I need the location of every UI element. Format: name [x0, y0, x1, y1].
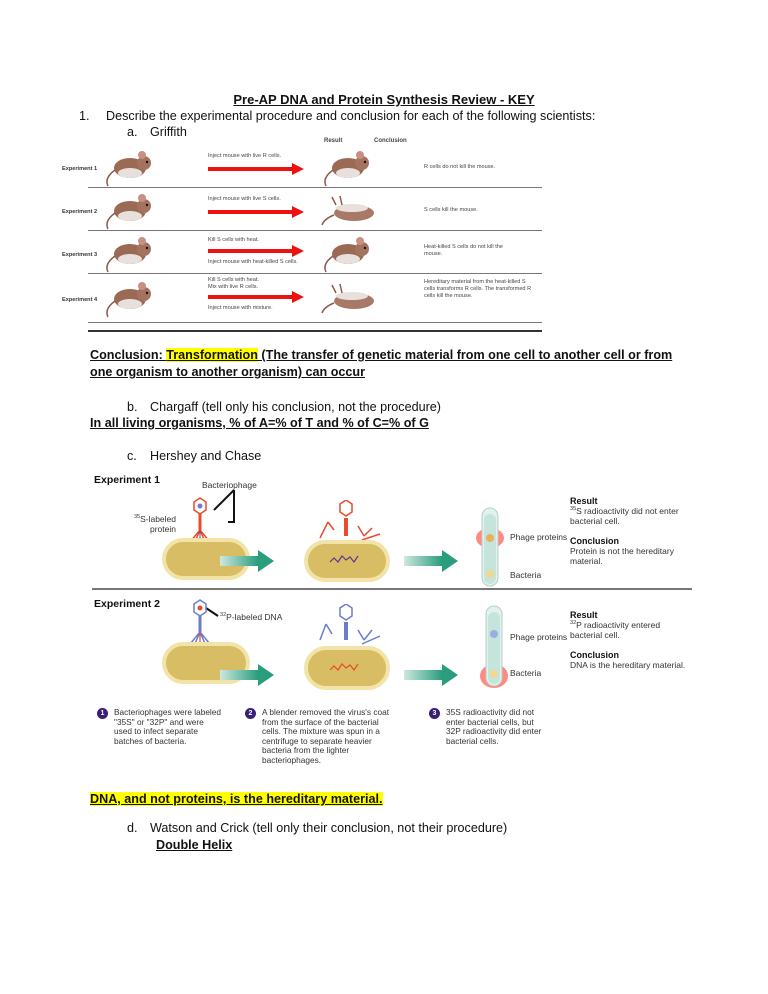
- step-text: Inject mouse with mixture.: [208, 305, 273, 311]
- question-1: [79, 109, 595, 123]
- dead-mouse-icon: [320, 193, 380, 229]
- question-number: 1.: [79, 109, 90, 123]
- red-arrow-icon: [208, 248, 304, 254]
- step-number-badge: 3: [429, 708, 440, 719]
- experiment-conclusion: R cells do not kill the mouse.: [424, 164, 496, 170]
- question-text: Describe the experimental procedure and conclusion for each of the following scientists:: [106, 109, 596, 123]
- chargaff-answer: In all living organisms, % of A=% of T and % of C=% of G: [90, 416, 429, 430]
- step-3: [432, 707, 546, 746]
- centrifuge-tube-bottom-glow-icon: [476, 604, 516, 694]
- row-divider: [88, 187, 542, 189]
- row-divider: [88, 322, 542, 324]
- step-text: Inject mouse with live R cells.: [208, 153, 282, 159]
- griffith-experiment-figure: [58, 138, 542, 334]
- live-mouse-icon: [102, 234, 152, 274]
- live-mouse-icon: [102, 279, 152, 319]
- step-text: Inject mouse with live S cells.: [208, 196, 281, 202]
- result-header: Result: [324, 138, 343, 144]
- subquestion-watson-crick: [127, 821, 507, 835]
- step-text: Kill S cells with heat.: [208, 237, 259, 243]
- step-text: A blender removed the virus's coat from the surface of the bacterial cells. The mixture was spun in a centrifuge to separate heavier bacteria from the lighter bacteriophages.: [262, 707, 390, 765]
- live-mouse-icon: [102, 148, 152, 188]
- experiment-2-conclusion: Conclusion DNA is the hereditary material.: [570, 650, 686, 670]
- hershey-chase-answer: [90, 792, 383, 806]
- griffith-row-1: [58, 146, 542, 188]
- conclusion-header: Conclusion: [374, 138, 407, 144]
- experiment-conclusion: S cells kill the mouse.: [424, 207, 478, 213]
- subquestion-chargaff: [127, 400, 441, 414]
- teal-arrow-icon: [404, 664, 460, 686]
- experiment-conclusion: Hereditary material from the heat-killed S cells transforms R cells. The transformed R cells kill the mouse.: [424, 279, 532, 299]
- step-2: [248, 707, 392, 766]
- conclusion-prefix: Conclusion:: [90, 348, 167, 362]
- subquestion-hershey-chase: [127, 449, 261, 463]
- phage-proteins-label: Phage proteins: [510, 532, 568, 542]
- subquestion-label: d.: [127, 821, 138, 835]
- subquestion-label: b.: [127, 400, 138, 414]
- step-number-badge: 1: [97, 708, 108, 719]
- subquestion-name: Hershey and Chase: [150, 449, 262, 463]
- step-text: 35S radioactivity did not enter bacterial cells, but 32P radioactivity did enter bacterial cells.: [446, 707, 542, 746]
- conclusion-keyword: Transformation: [166, 348, 258, 362]
- s-labeled-protein-label: $^{35}$S-labeled protein: [133, 514, 176, 534]
- live-mouse-icon: [102, 191, 152, 231]
- p-labeled-dna-label: $^{32}$P-labeled DNA: [220, 612, 283, 622]
- bacteria-label: Bacteria: [510, 570, 542, 580]
- bacteria-label: Bacteria: [510, 668, 542, 678]
- red-arrow-icon: [208, 209, 304, 215]
- infected-cell-dna-icon: [302, 604, 394, 696]
- subquestion-name: Griffith: [150, 125, 187, 139]
- highlighted-answer: DNA, and not proteins, is the hereditary material.: [90, 792, 383, 806]
- bacteriophage-label: Bacteriophage: [202, 480, 257, 490]
- red-arrow-icon: [208, 294, 304, 300]
- phage-proteins-label: Phage proteins: [510, 632, 568, 642]
- experiment-label: Experiment 3: [62, 252, 98, 258]
- subquestion-label: c.: [127, 449, 137, 463]
- dead-mouse-icon: [320, 281, 380, 317]
- teal-arrow-icon: [404, 550, 460, 572]
- step-1: [100, 707, 224, 746]
- conclusion-text: (The transfer of genetic material from one cell to another cell or from one organism to another organism) can occur: [90, 348, 673, 379]
- step-text: Bacteriophages were labeled "35S" or "32P" and were used to infect separate batches of bacteria.: [114, 707, 222, 746]
- experiment-conclusion: Heat-killed S cells do not kill the mouse.: [424, 244, 503, 257]
- teal-arrow-icon: [220, 550, 276, 572]
- row-divider: [88, 230, 542, 232]
- document-title: Pre-AP DNA and Protein Synthesis Review - KEY: [233, 92, 535, 107]
- watson-crick-answer: Double Helix: [156, 838, 233, 852]
- subquestion-label: a.: [127, 125, 138, 139]
- subquestion-griffith: [127, 125, 187, 139]
- step-text: Kill S cells with heat.: [208, 277, 259, 283]
- griffith-row-4: [58, 275, 542, 323]
- experiment-label: Experiment 1: [62, 166, 98, 172]
- red-arrow-icon: [208, 166, 304, 172]
- infected-cell-protein-coats-icon: [302, 500, 394, 582]
- experiment-label: Experiment 4: [62, 297, 98, 303]
- row-divider: [88, 273, 542, 275]
- teal-arrow-icon: [220, 664, 276, 686]
- experiment-label: Experiment 2: [62, 209, 98, 215]
- experiment-2-label: Experiment 2: [94, 598, 160, 610]
- griffith-row-3: [58, 232, 542, 274]
- subquestion-prompt: Chargaff (tell only his conclusion, not the procedure): [150, 400, 441, 414]
- experiment-1-conclusion: Conclusion Protein is not the hereditary material.: [570, 536, 674, 566]
- experiment-1-result: Result $^{35}$S radioactivity did not enter bacterial cell.: [570, 496, 679, 526]
- step-text: Inject mouse with heat-killed S cells.: [208, 259, 298, 265]
- experiment-1-label: Experiment 1: [94, 474, 160, 486]
- live-mouse-icon: [320, 234, 370, 274]
- hershey-chase-figure: [92, 470, 692, 780]
- griffith-row-2: [58, 189, 542, 231]
- experiment-divider: [92, 588, 692, 590]
- figure-bottom-rule: [88, 330, 542, 332]
- step-text: Mix with live R cells.: [208, 284, 259, 290]
- experiment-2-result: Result $^{32}$P radioactivity entered bacterial cell.: [570, 610, 661, 640]
- step-number-badge: 2: [245, 708, 256, 719]
- griffith-conclusion: [90, 347, 690, 381]
- live-mouse-icon: [320, 148, 370, 188]
- subquestion-prompt: Watson and Crick (tell only their conclusion, not their procedure): [150, 821, 508, 835]
